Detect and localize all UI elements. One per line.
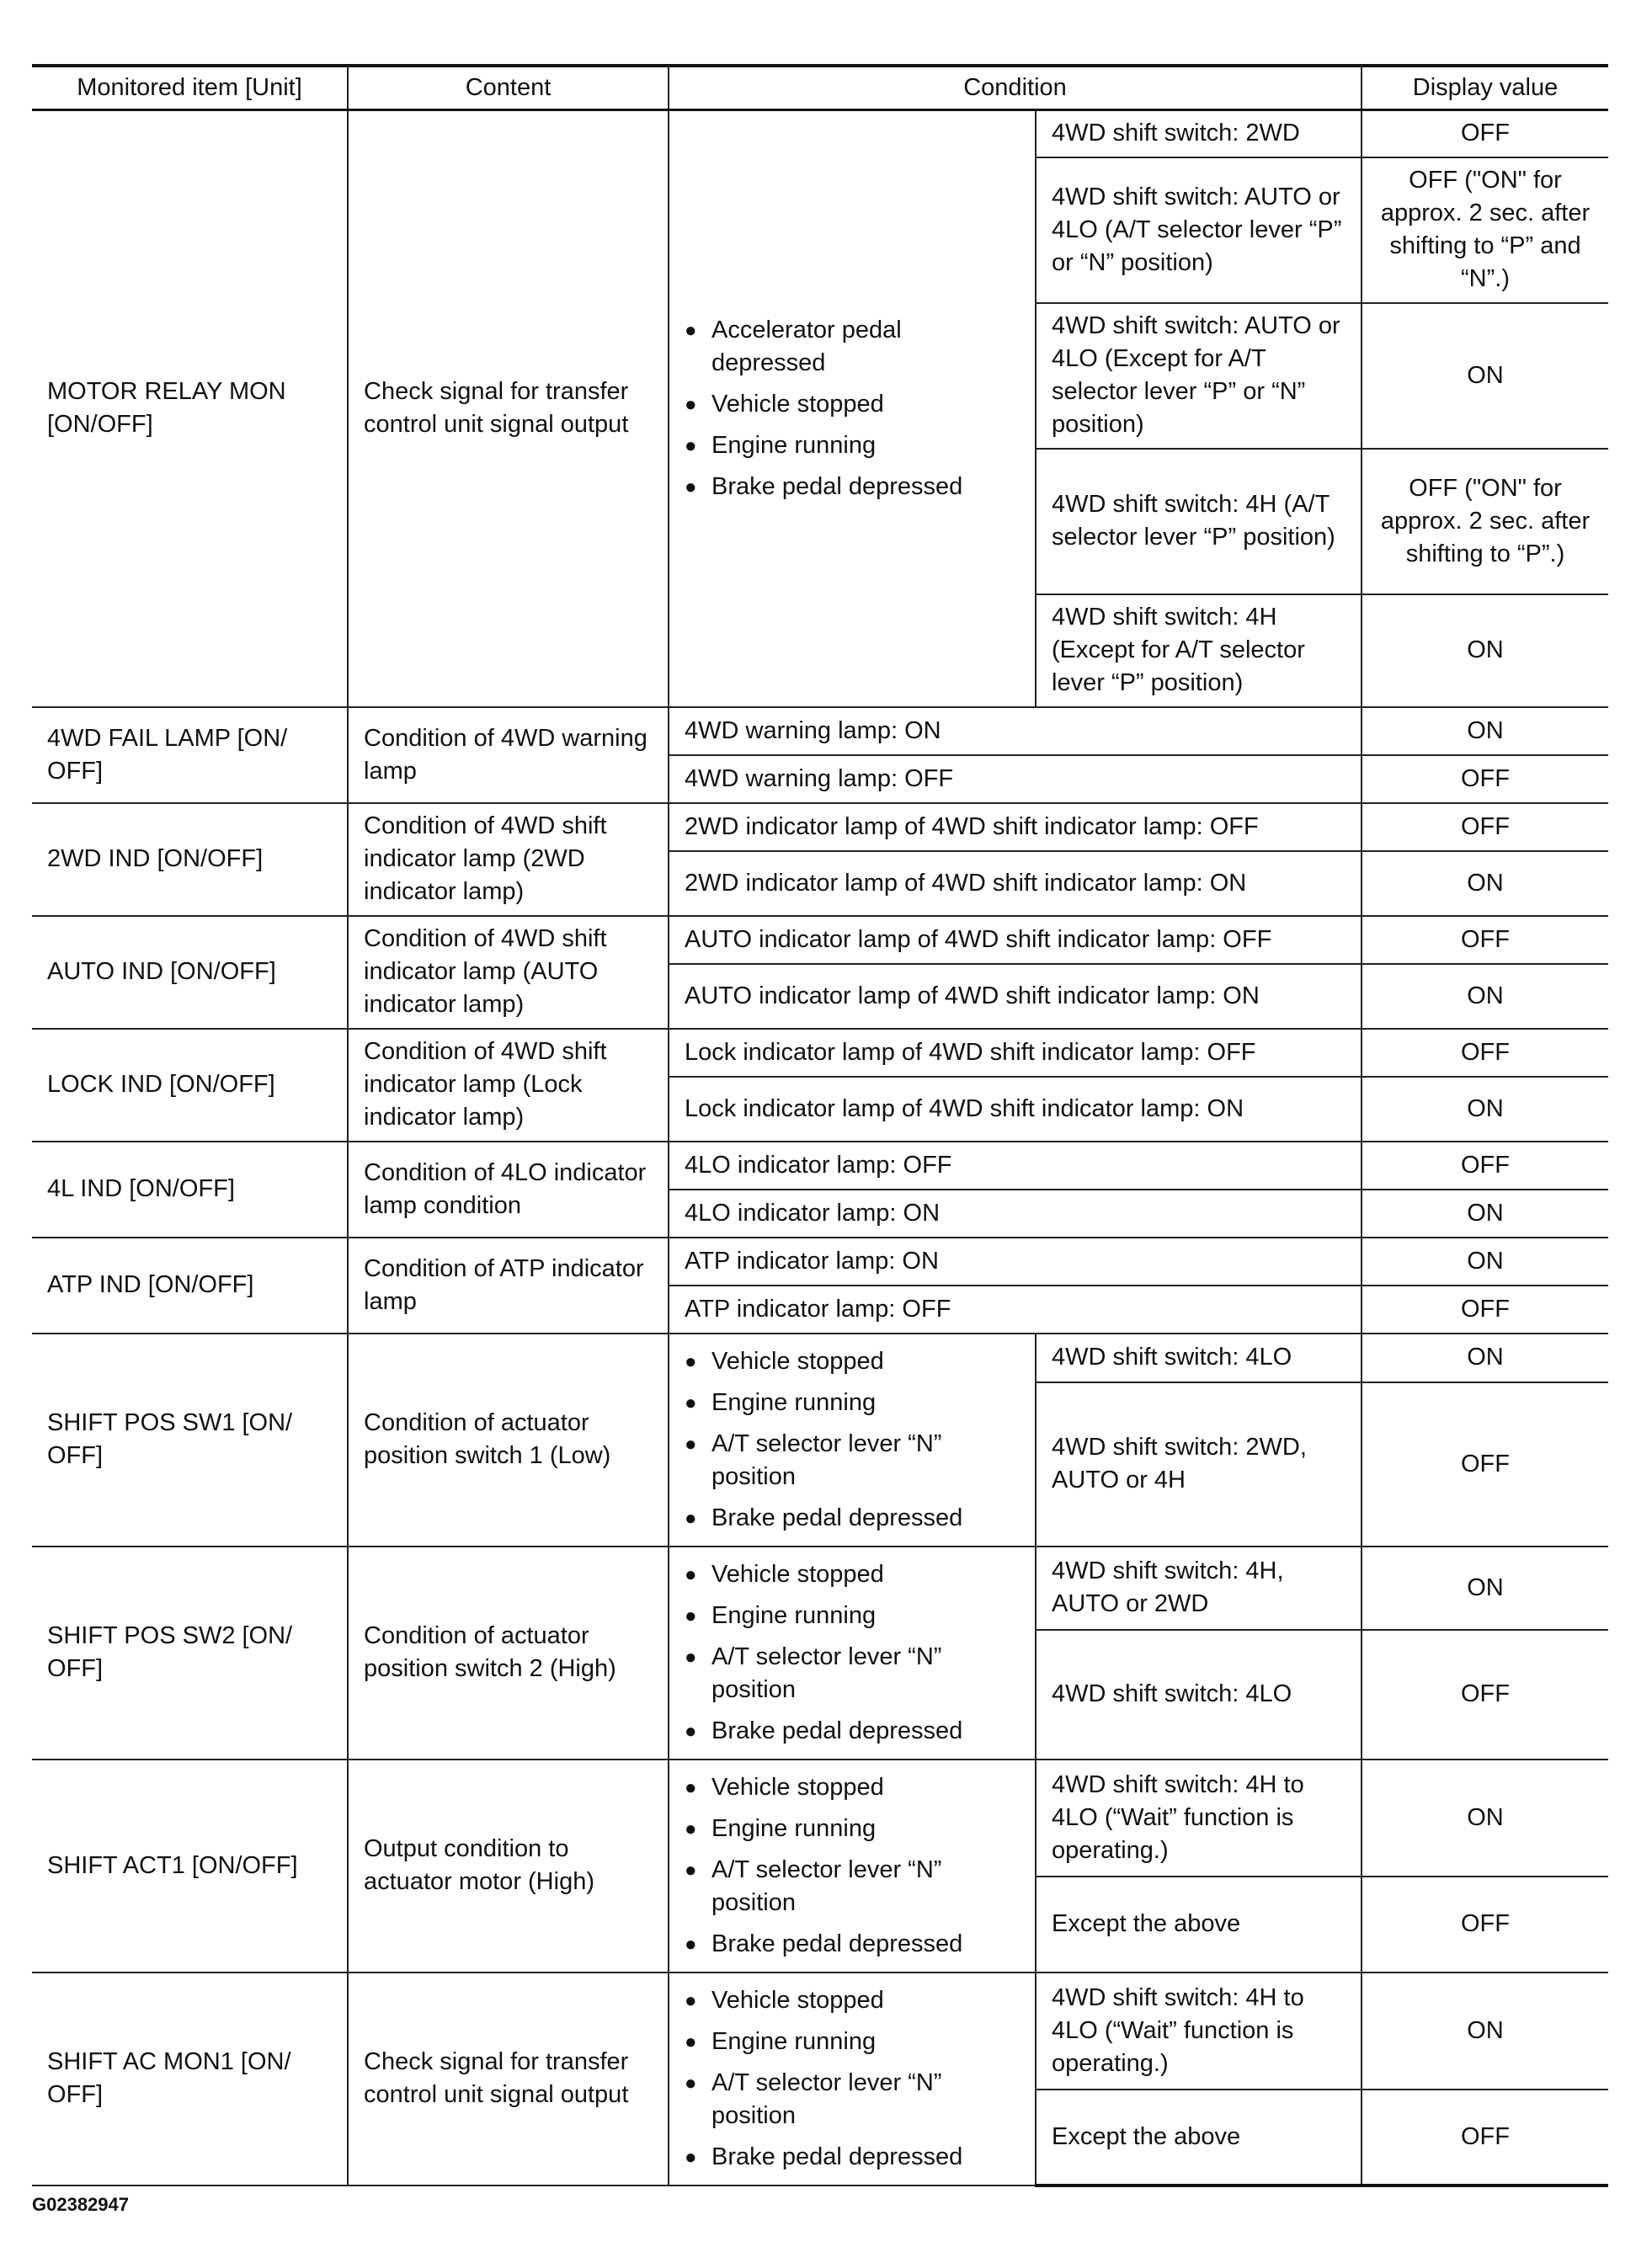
condition-cell: 4WD shift switch: AUTO or 4LO (A/T selector lever “P” or “N” position) xyxy=(1036,157,1362,303)
table-header-row xyxy=(32,66,1608,110)
display-value-cell: ON xyxy=(1362,1190,1608,1238)
condition-cell: AUTO indicator lamp of 4WD shift indicator lamp: ON xyxy=(669,964,1362,1029)
list-item: ● A/T selector lever “N” position xyxy=(685,1428,1020,1493)
content-cell: Condition of 4WD shift indicator lamp (AUTO indicator lamp) xyxy=(348,916,669,1029)
display-value-cell: OFF xyxy=(1362,755,1608,803)
display-value-cell: OFF xyxy=(1362,1877,1608,1973)
content-cell: Check signal for transfer control unit signal output xyxy=(348,1973,669,2185)
item-cell: 4WD FAIL LAMP [ON/ OFF] xyxy=(32,707,348,803)
display-value-cell: ON xyxy=(1362,851,1608,916)
list-item: ● Vehicle stopped xyxy=(685,388,1020,421)
item-cell: LOCK IND [ON/OFF] xyxy=(32,1029,348,1142)
list-item: ● A/T selector lever “N” position xyxy=(685,1854,1020,1919)
content-cell: Check signal for transfer control unit signal output xyxy=(348,110,669,707)
condition-cell: 4WD shift switch: 4H to 4LO (“Wait” function is operating.) xyxy=(1036,1973,1362,2090)
list-item: ● Engine running xyxy=(685,1600,1020,1632)
condition-cell: ATP indicator lamp: ON xyxy=(669,1238,1362,1286)
content-cell: Condition of 4WD shift indicator lamp (Lock indicator lamp) xyxy=(348,1029,669,1142)
table-row xyxy=(32,916,1608,964)
display-value-cell: ON xyxy=(1362,1547,1608,1630)
list-item: ● Vehicle stopped xyxy=(685,1984,1020,2017)
item-cell: SHIFT POS SW1 [ON/ OFF] xyxy=(32,1334,348,1547)
condition-cell: 4WD shift switch: 2WD, AUTO or 4H xyxy=(1036,1382,1362,1546)
display-value-cell: OFF xyxy=(1362,1382,1608,1546)
content-cell: Condition of ATP indicator lamp xyxy=(348,1238,669,1334)
list-item: ● Engine running xyxy=(685,1387,1020,1419)
item-cell: SHIFT POS SW2 [ON/ OFF] xyxy=(32,1547,348,1760)
table-row xyxy=(32,1334,1608,1383)
condition-cell: 4WD shift switch: AUTO or 4LO (Except for A/T selector lever “P” or “N” position) xyxy=(1036,303,1362,449)
list-item: ● Vehicle stopped xyxy=(685,1345,1020,1378)
display-value-cell: OFF xyxy=(1362,110,1608,157)
content-cell: Condition of 4WD warning lamp xyxy=(348,707,669,803)
common-condition-cell xyxy=(669,1973,1036,2185)
monitor-table-container xyxy=(32,64,1608,2187)
list-item: ● Brake pedal depressed xyxy=(685,1502,1020,1535)
table-row xyxy=(32,1142,1608,1190)
item-cell: SHIFT ACT1 [ON/OFF] xyxy=(32,1760,348,1973)
condition-cell: 4WD shift switch: 4LO xyxy=(1036,1334,1362,1383)
item-cell: 2WD IND [ON/OFF] xyxy=(32,803,348,916)
display-value-cell: ON xyxy=(1362,964,1608,1029)
display-value-cell: OFF xyxy=(1362,803,1608,851)
header-monitored-item: Monitored item [Unit] xyxy=(32,66,348,110)
condition-cell: 2WD indicator lamp of 4WD shift indicator lamp: ON xyxy=(669,851,1362,916)
list-item: ● Brake pedal depressed xyxy=(685,1715,1020,1748)
list-item: ● Engine running xyxy=(685,2026,1020,2058)
condition-cell: Lock indicator lamp of 4WD shift indicator lamp: ON xyxy=(669,1077,1362,1142)
common-condition-cell xyxy=(669,1760,1036,1973)
condition-cell: 4WD shift switch: 2WD xyxy=(1036,110,1362,157)
list-item: ● Brake pedal depressed xyxy=(685,2141,1020,2174)
data-monitor-table xyxy=(32,64,1608,2187)
table-row xyxy=(32,1238,1608,1286)
common-condition-cell xyxy=(669,1334,1036,1547)
condition-bullet-list xyxy=(685,1771,1020,1961)
common-condition-cell xyxy=(669,1547,1036,1760)
display-value-cell: ON xyxy=(1362,1238,1608,1286)
list-item: ● Accelerator pedal depressed xyxy=(685,314,1020,380)
list-item: ● Brake pedal depressed xyxy=(685,1928,1020,1961)
item-cell: ATP IND [ON/OFF] xyxy=(32,1238,348,1334)
header-condition: Condition xyxy=(669,66,1362,110)
list-item: ● Engine running xyxy=(685,429,1020,462)
condition-cell: ATP indicator lamp: OFF xyxy=(669,1286,1362,1334)
condition-cell: 4WD shift switch: 4LO xyxy=(1036,1630,1362,1760)
item-cell: MOTOR RELAY MON [ON/OFF] xyxy=(32,110,348,707)
list-item: ● Vehicle stopped xyxy=(685,1771,1020,1804)
condition-bullet-list xyxy=(685,1984,1020,2174)
list-item: ● Engine running xyxy=(685,1813,1020,1845)
display-value-cell: OFF ("ON" for approx. 2 sec. after shifting to “P” and “N”.) xyxy=(1362,157,1608,303)
display-value-cell: ON xyxy=(1362,1973,1608,2090)
condition-cell: 4WD warning lamp: ON xyxy=(669,707,1362,755)
table-row xyxy=(32,110,1608,157)
display-value-cell: ON xyxy=(1362,303,1608,449)
condition-cell: 4LO indicator lamp: OFF xyxy=(669,1142,1362,1190)
condition-cell: 4WD shift switch: 4H to 4LO (“Wait” function is operating.) xyxy=(1036,1760,1362,1877)
table-row xyxy=(32,1547,1608,1630)
display-value-cell: OFF xyxy=(1362,1286,1608,1334)
condition-cell: AUTO indicator lamp of 4WD shift indicator lamp: OFF xyxy=(669,916,1362,964)
condition-bullet-list xyxy=(685,314,1020,503)
common-condition-cell xyxy=(669,110,1036,707)
display-value-cell: OFF xyxy=(1362,1029,1608,1077)
header-display-value: Display value xyxy=(1362,66,1608,110)
table-row xyxy=(32,1029,1608,1077)
condition-cell: 4WD shift switch: 4H, AUTO or 2WD xyxy=(1036,1547,1362,1630)
table-row xyxy=(32,707,1608,755)
item-cell: AUTO IND [ON/OFF] xyxy=(32,916,348,1029)
display-value-cell: ON xyxy=(1362,1334,1608,1383)
table-row xyxy=(32,1760,1608,1877)
display-value-cell: ON xyxy=(1362,1077,1608,1142)
condition-cell: Except the above xyxy=(1036,2090,1362,2185)
condition-cell: 4WD shift switch: 4H (Except for A/T selector lever “P” position) xyxy=(1036,594,1362,707)
condition-cell: 4LO indicator lamp: ON xyxy=(669,1190,1362,1238)
table-row xyxy=(32,1973,1608,2090)
content-cell: Condition of 4WD shift indicator lamp (2WD indicator lamp) xyxy=(348,803,669,916)
condition-bullet-list xyxy=(685,1558,1020,1748)
display-value-cell: OFF ("ON" for approx. 2 sec. after shifting to “P”.) xyxy=(1362,449,1608,594)
condition-cell: 4WD shift switch: 4H (A/T selector lever “P” position) xyxy=(1036,449,1362,594)
display-value-cell: ON xyxy=(1362,707,1608,755)
display-value-cell: OFF xyxy=(1362,1630,1608,1760)
condition-bullet-list xyxy=(685,1345,1020,1535)
content-cell: Condition of actuator position switch 2 (High) xyxy=(348,1547,669,1760)
display-value-cell: ON xyxy=(1362,1760,1608,1877)
content-cell: Condition of actuator position switch 1 (Low) xyxy=(348,1334,669,1547)
condition-cell: Lock indicator lamp of 4WD shift indicator lamp: OFF xyxy=(669,1029,1362,1077)
list-item: ● Brake pedal depressed xyxy=(685,471,1020,503)
table-row xyxy=(32,803,1608,851)
content-cell: Output condition to actuator motor (High) xyxy=(348,1760,669,1973)
item-cell: SHIFT AC MON1 [ON/ OFF] xyxy=(32,1973,348,2185)
display-value-cell: ON xyxy=(1362,594,1608,707)
display-value-cell: OFF xyxy=(1362,916,1608,964)
list-item: ● A/T selector lever “N” position xyxy=(685,2067,1020,2132)
condition-cell: 2WD indicator lamp of 4WD shift indicator lamp: OFF xyxy=(669,803,1362,851)
header-content: Content xyxy=(348,66,669,110)
item-cell: 4L IND [ON/OFF] xyxy=(32,1142,348,1238)
display-value-cell: OFF xyxy=(1362,2090,1608,2185)
display-value-cell: OFF xyxy=(1362,1142,1608,1190)
figure-code: G02382947 xyxy=(32,2194,129,2215)
list-item: ● A/T selector lever “N” position xyxy=(685,1641,1020,1706)
content-cell: Condition of 4LO indicator lamp condition xyxy=(348,1142,669,1238)
condition-cell: Except the above xyxy=(1036,1877,1362,1973)
list-item: ● Vehicle stopped xyxy=(685,1558,1020,1591)
condition-cell: 4WD warning lamp: OFF xyxy=(669,755,1362,803)
